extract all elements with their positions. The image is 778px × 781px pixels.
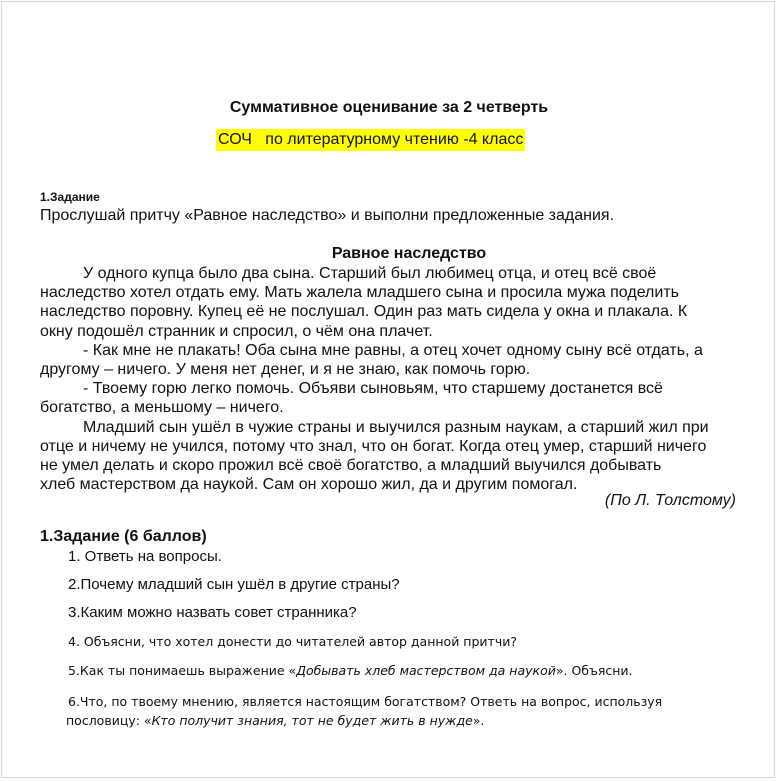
story-line: Младший сын ушёл в чужие страны и выучился разным наукам, а старший жил при	[83, 418, 709, 436]
story-text	[40, 264, 740, 494]
story-line: богатство, а меньшому – ничего.	[40, 399, 284, 417]
question-5	[68, 663, 633, 678]
instruction-text: Прослушай притчу «Равное наследство» и выполни предложенные задания.	[40, 207, 615, 224]
story-line: другому – ничего. У меня нет денег, и я не знаю, как помочь горю.	[40, 360, 531, 378]
question-6	[68, 692, 662, 730]
story-line: У одного купца было два сына. Старший был любимец отца, и отец всё своё	[83, 265, 657, 282]
story-line: наследство хотел отдать ему. Мать жалела младшего сына и просила мужа поделить	[40, 284, 679, 302]
story-line: наследство поровну. Купец её не послушал. Один раз мать сидела у окна и плакала. К	[40, 303, 688, 321]
question-2: 2.Почему младший сын ушёл в другие страны?	[68, 576, 400, 593]
story-line: - Твоему горю легко помочь. Объяви сыновьям, что старшему достанется всё	[83, 380, 663, 398]
page-title: Суммативное оценивание за 2 четверть	[229, 99, 549, 116]
story-line: отце и ничему не учился, потому что знал, что он богат. Когда отец умер, старший ничего	[40, 437, 707, 455]
question-6-quote: Кто получит знания, тот не будет жить в нужде	[151, 713, 473, 728]
question-6-line1: 6.Что, по твоему мнению, является настоящим богатством? Ответь на вопрос, используя	[68, 694, 663, 709]
story-line: окну подошёл странник и спросил, о чём она плачет.	[40, 322, 433, 340]
story-line: - Как мне не плакать! Оба сына мне равны, а отец хочет одному сыну всё отдать, а	[83, 341, 703, 359]
question-5-text: 5.Как ты понимаешь выражение «	[68, 663, 297, 678]
question-6-end: ».	[472, 713, 485, 728]
task-heading: 1.Задание (6 баллов)	[40, 528, 207, 545]
question-6-text: пословицу: «	[66, 713, 152, 728]
question-1: 1. Ответь на вопросы.	[68, 548, 222, 565]
task-label-small: 1.Задание	[40, 190, 100, 204]
story-line: хлеб мастерством да наукой. Сам он хорошо жил, да и другим помогал.	[40, 476, 578, 494]
story-line: не умел делать и скоро прожил всё своё богатство, а младший выучился добывать	[40, 456, 662, 474]
highlighted-subtitle: СОЧ по литературному чтению -4 класс	[216, 129, 525, 151]
question-5-end: ». Объясни.	[555, 663, 633, 678]
question-3: 3.Каким можно назвать совет странника?	[68, 604, 357, 621]
story-title: Равное наследство	[331, 245, 487, 262]
question-4: 4. Объясни, что хотел донести до читателей автор данной притчи?	[68, 634, 517, 649]
story-author: (По Л. Толстому)	[604, 492, 736, 509]
question-5-quote: Добывать хлеб мастерством да наукой	[296, 663, 556, 678]
question-6-line2	[66, 711, 662, 730]
